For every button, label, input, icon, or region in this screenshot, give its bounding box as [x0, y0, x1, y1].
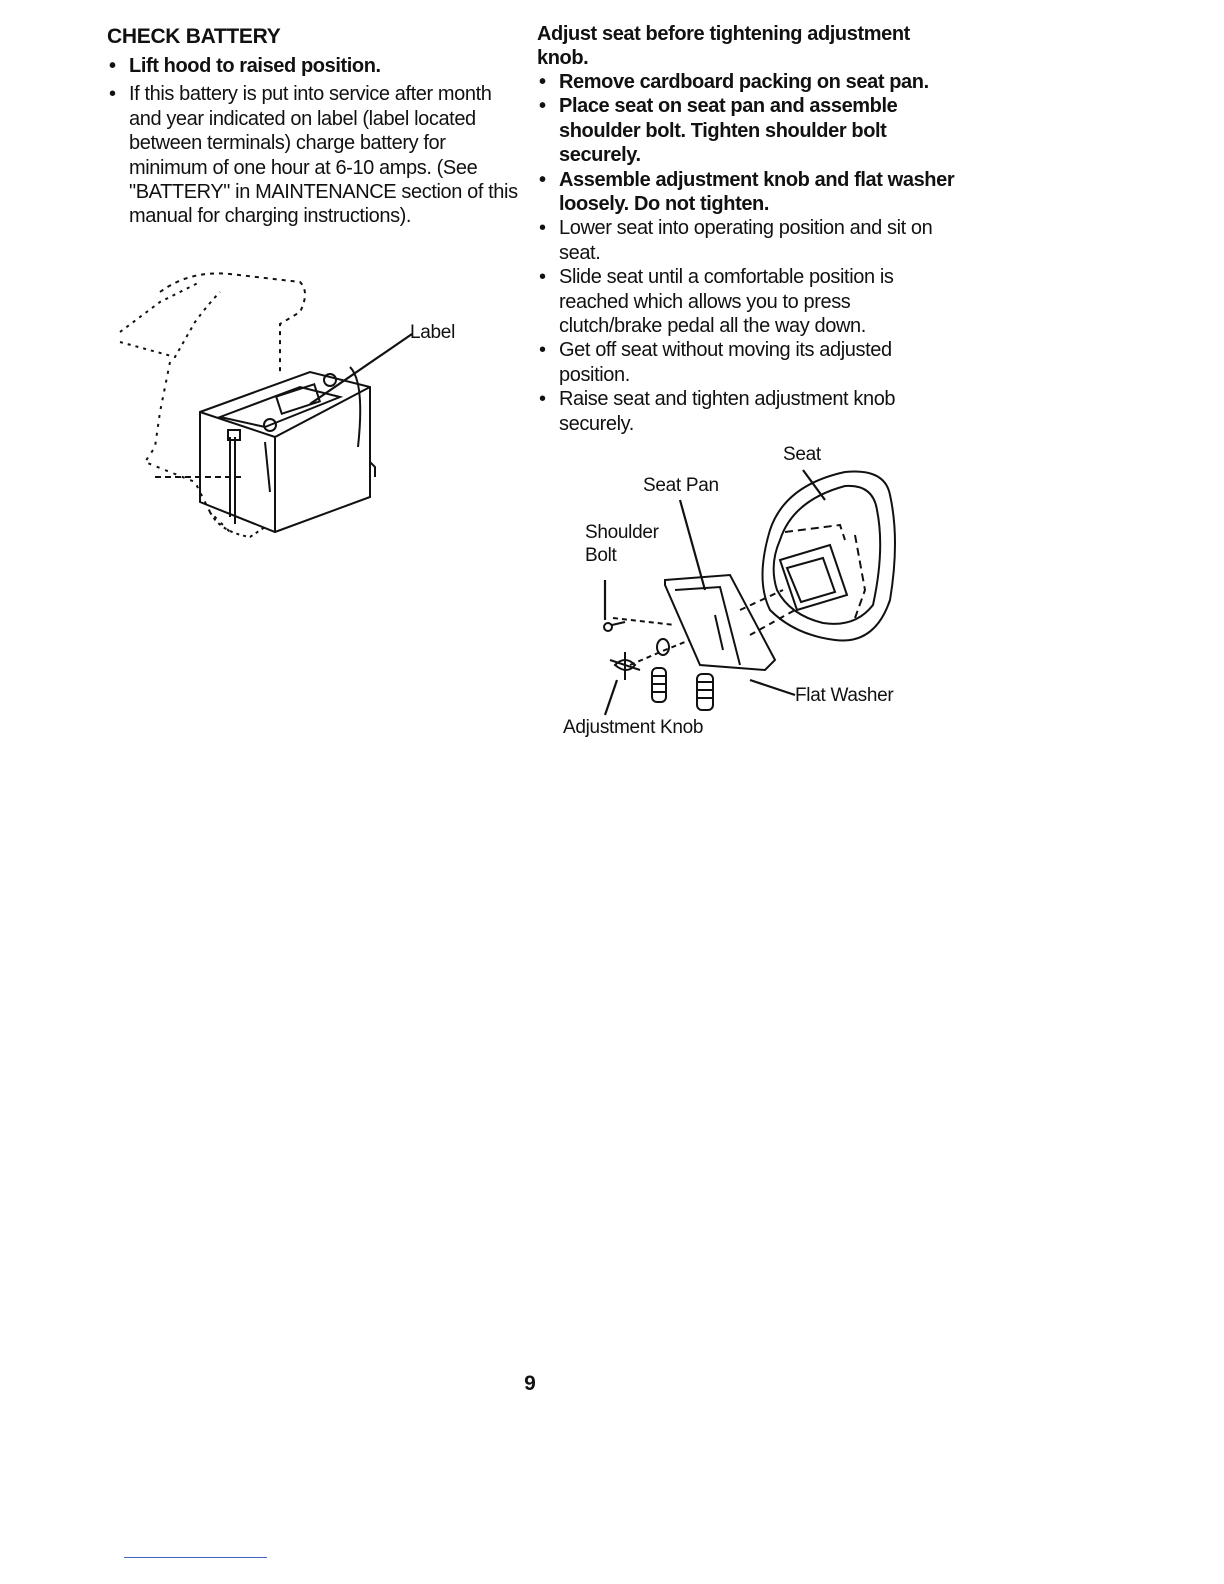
- seat-assembly-illustration: [555, 440, 935, 750]
- battery-drawing: [100, 262, 500, 552]
- right-column: [537, 22, 957, 436]
- battery-illustration: [100, 262, 500, 552]
- footer-rule: [124, 1557, 267, 1558]
- list-item: • Get off seat without moving its adjusted position.: [537, 338, 957, 387]
- list-item: • If this battery is put into service after month and year indicated on label (label located between terminals) charge battery for minimum of one hour at 6-10 amps. (See "BATTERY" in MAINTENANCE section of this manual for charging instructions).: [107, 82, 527, 228]
- seat-callout: Seat: [783, 444, 821, 465]
- list-item: • Lift hood to raised position.: [107, 54, 527, 78]
- page-number: 9: [524, 1372, 536, 1395]
- label-callout: Label: [410, 322, 455, 343]
- list-item: • Slide seat until a comfortable position is reached which allows you to press clutch/brake pedal all the way down.: [537, 265, 957, 338]
- left-column: [107, 22, 527, 233]
- shoulder-callout: Shoulder: [585, 522, 659, 543]
- flat-washer-callout: Flat Washer: [795, 685, 894, 706]
- list-item: • Raise seat and tighten adjustment knob securely.: [537, 387, 957, 436]
- seat-steps-list: [537, 70, 957, 436]
- bolt-callout: Bolt: [585, 545, 617, 566]
- seat-pan-callout: Seat Pan: [643, 475, 719, 496]
- seat-intro: Adjust seat before tightening adjustment knob.: [537, 23, 910, 69]
- section-title-check-battery: CHECK BATTERY: [107, 25, 281, 48]
- list-item: • Place seat on seat pan and assemble shoulder bolt. Tighten shoulder bolt securely.: [537, 94, 957, 167]
- list-item: • Lower seat into operating position and sit on seat.: [537, 216, 957, 265]
- list-item: • Remove cardboard packing on seat pan.: [537, 70, 957, 94]
- adjustment-knob-callout: Adjustment Knob: [563, 717, 704, 738]
- list-item: • Assemble adjustment knob and flat washer loosely. Do not tighten.: [537, 168, 957, 217]
- battery-steps-list: [107, 54, 527, 229]
